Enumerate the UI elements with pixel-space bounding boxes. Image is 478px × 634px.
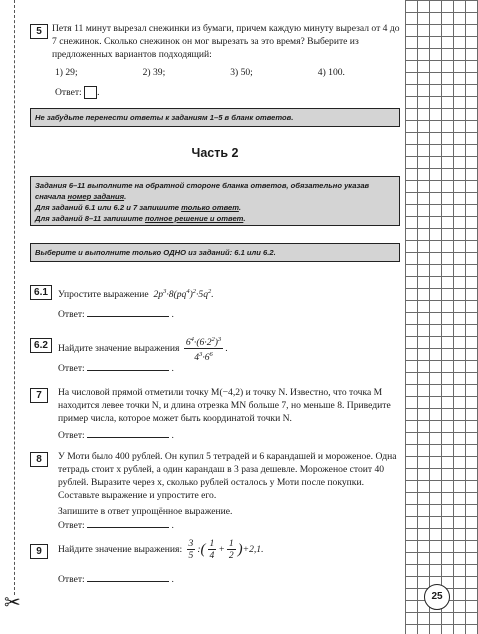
- task-7-text: На числовой прямой отметили точку M(−4,2) и точку N. Известно, что точка M находится левее точки N, и длина отрезка MN больше 7, но меньше 8. Приведите пример числа, которое может быть координатой точки N.: [58, 387, 391, 424]
- task-8-text: У Моти было 400 рублей. Он купил 5 тетрадей и 6 карандашей и мороженое. Одна тетрадь стоит x рублей, а один карандаш в 3 раза дешевле. Мороженое стоит 40 рублей. Выразите через x, сколько рублей осталось у Моти после покупки. Составьте выражение и упростите его.: [58, 451, 397, 501]
- option-4[interactable]: 4) 100.: [317, 67, 345, 78]
- task-number-6-2: 6.2: [30, 338, 52, 353]
- answer-box[interactable]: [84, 86, 97, 99]
- task-9-text: Найдите значение выражения: $\frac{3}{5}$ :( $\frac{1}{4}$ + $\frac{1}{2}$ )+2,1.: [58, 538, 264, 561]
- expression-6-2: $\frac{6^4\cdot(6\cdot 2^2)^3}{4^3\cdot 6^6}$: [185, 336, 222, 364]
- cut-line: [14, 0, 15, 595]
- task-6-2-answer: Ответ: .: [58, 363, 174, 374]
- reminder-banner: Не забудьте перенести ответы к заданиям 1–5 в бланк ответов.: [30, 108, 400, 127]
- task-8-answer: Ответ: .: [58, 520, 174, 531]
- expression-6-1: $2p^3\cdot 8(pq^4)^2\cdot 5q^2$.: [151, 288, 214, 301]
- instruction-line-1: Задания 6–11 выполните на обратной стороне бланка ответов, обязательно указав сначала номер задания.: [35, 181, 370, 201]
- task-9-answer: Ответ: .: [58, 574, 174, 585]
- task-8-note: Запишите в ответ упрощённое выражение.: [58, 506, 233, 517]
- task-5-text: Петя 11 минут вырезал снежинки из бумаги, причем каждую минуту вырезал от 4 до 7 снежинок. Сколько снежинок он мог вырезать за это время? Выберите из предложенных вариантов подходящий:: [52, 23, 400, 60]
- instruction-line-2: Для заданий 6.1 или 6.2 и 7 запишите только ответ.: [35, 203, 241, 212]
- task-number-7: 7: [30, 388, 48, 403]
- instructions-banner: [30, 176, 400, 226]
- task-number-5: 5: [30, 24, 48, 39]
- answer-label: Ответ:: [55, 87, 82, 98]
- task-6-1-text: Упростите выражение $2p^3\cdot 8(pq^4)^2\cdot 5q^2$.: [58, 288, 214, 301]
- scissors-icon: ✂: [4, 590, 21, 614]
- task-6-1-answer: Ответ: .: [58, 309, 174, 320]
- part-title: Часть 2: [191, 146, 239, 160]
- task-7-answer: Ответ: .: [58, 430, 174, 441]
- answer-grid-margin: [405, 0, 478, 634]
- task-number-6-1: 6.1: [30, 285, 52, 300]
- answer-line[interactable]: [87, 572, 169, 582]
- answer-line[interactable]: [87, 518, 169, 528]
- option-1[interactable]: 1) 29;: [55, 67, 78, 78]
- page-number: 25: [424, 584, 450, 610]
- option-2[interactable]: 2) 39;: [142, 67, 166, 78]
- task-number-9: 9: [30, 544, 48, 559]
- answer-line[interactable]: [87, 307, 169, 317]
- answer-line[interactable]: [87, 361, 169, 371]
- answer-line[interactable]: [87, 428, 169, 438]
- task-5-options: [55, 66, 345, 79]
- task-number-8: 8: [30, 452, 48, 467]
- expression-9: $\frac{3}{5}$ :( $\frac{1}{4}$ + $\frac{1}{2}$ )+2,1.: [188, 538, 264, 561]
- instruction-line-3: Для заданий 8–11 запишите полное решение и ответ.: [35, 214, 246, 223]
- task-6-2-text: Найдите значение выражения $\frac{6^4\cdot(6\cdot 2^2)^3}{4^3\cdot 6^6}$ .: [58, 336, 228, 364]
- choose-note-banner: Выберите и выполните только ОДНО из заданий: 6.1 или 6.2.: [30, 243, 400, 262]
- option-3[interactable]: 3) 50;: [230, 67, 253, 78]
- task-5-answer: Ответ: .: [55, 87, 100, 98]
